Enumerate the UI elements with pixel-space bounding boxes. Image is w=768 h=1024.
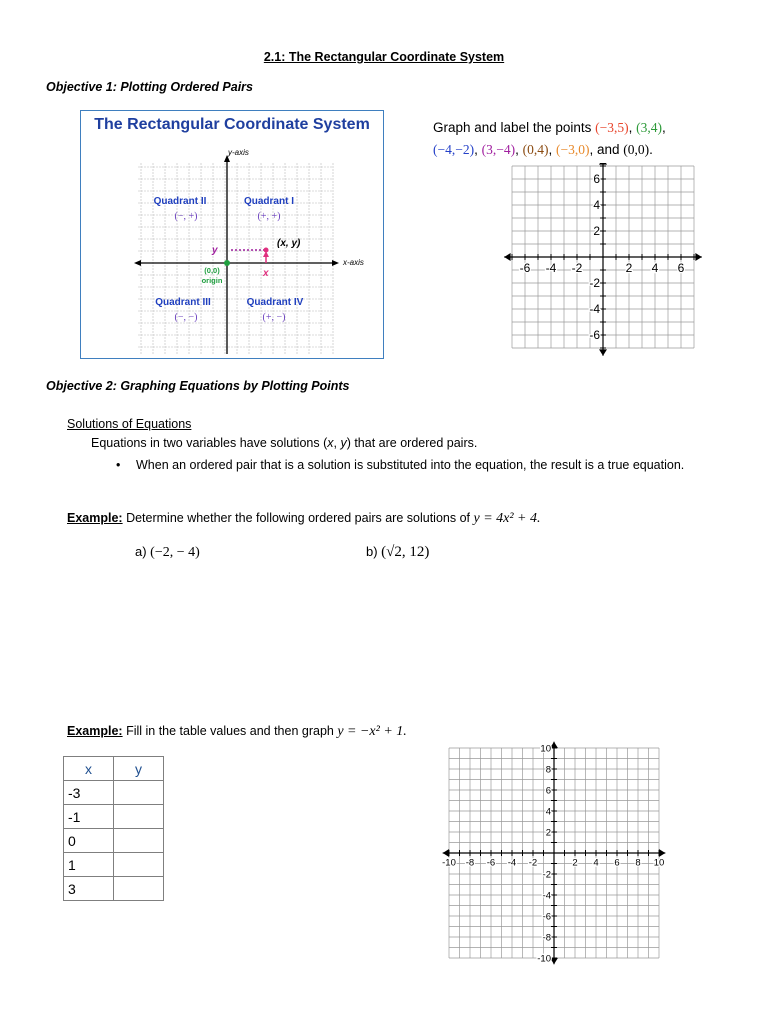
example-1-equation: y = 4x² + 4. bbox=[473, 511, 541, 526]
part-a-value: (−2, − 4) bbox=[150, 545, 200, 560]
x-cell: 3 bbox=[64, 877, 114, 901]
x-marker-label: x bbox=[263, 268, 269, 279]
page-title: 2.1: The Rectangular Coordinate System bbox=[263, 50, 505, 64]
y-tick-label: 6 bbox=[593, 172, 600, 187]
x-tick-label: 2 bbox=[572, 857, 578, 869]
reference-figure-title: The Rectangular Coordinate System bbox=[94, 116, 370, 133]
x-cell: 1 bbox=[64, 853, 114, 877]
solutions-desc-pre: Equations in two variables have solutions ( bbox=[91, 436, 328, 450]
example-1-text: Determine whether the following ordered pairs are solutions of bbox=[122, 511, 474, 525]
origin-word-label: origin bbox=[201, 276, 223, 285]
y-tick-label: -4 bbox=[542, 890, 551, 902]
y-cell[interactable] bbox=[114, 781, 164, 805]
quadrant-4-name: Quadrant IV bbox=[246, 297, 304, 308]
table-row bbox=[64, 781, 164, 805]
coordinate-grid-small bbox=[498, 163, 710, 361]
objective-1-heading: Objective 1: Plotting Ordered Pairs bbox=[46, 80, 254, 94]
y-tick-label: -2 bbox=[542, 869, 551, 881]
table-row bbox=[64, 853, 164, 877]
example-1-part-b bbox=[366, 544, 429, 561]
x-tick-label: 6 bbox=[677, 261, 685, 275]
example-1 bbox=[67, 511, 541, 527]
quadrant-1-name: Quadrant I bbox=[243, 196, 295, 207]
y-tick-label: -4 bbox=[589, 302, 600, 317]
reference-figure bbox=[80, 110, 384, 359]
point-6: (−3,0) bbox=[556, 142, 590, 157]
example-1-part-a bbox=[135, 544, 200, 561]
y-tick-label: 2 bbox=[593, 224, 600, 239]
x-tick-label: 2 bbox=[625, 261, 633, 275]
part-b-value: (√2, 12) bbox=[381, 544, 430, 560]
axis-arrow-icon bbox=[659, 849, 665, 857]
origin-dot-icon bbox=[224, 260, 230, 266]
point-label: (x, y) bbox=[277, 238, 301, 249]
part-b-label: b) bbox=[366, 544, 382, 559]
reference-grid bbox=[138, 163, 333, 354]
y-cell[interactable] bbox=[114, 853, 164, 877]
table-row bbox=[64, 805, 164, 829]
y-tick-label: 4 bbox=[593, 198, 600, 213]
x-tick-label: 10 bbox=[653, 857, 665, 869]
x-tick-label: 6 bbox=[614, 857, 620, 869]
x-tick-label: -6 bbox=[486, 857, 496, 869]
ref-x-arrow-left-icon bbox=[134, 260, 141, 266]
y-tick-label: -6 bbox=[589, 328, 600, 343]
column-header-y: y bbox=[114, 757, 164, 781]
y-tick-label: 2 bbox=[545, 827, 551, 839]
solutions-description bbox=[91, 436, 477, 450]
x-tick-label: -10 bbox=[442, 857, 456, 869]
solutions-desc-mid: , bbox=[333, 436, 341, 450]
x-tick-label: 4 bbox=[593, 857, 599, 869]
part-a-label: a) bbox=[135, 544, 151, 559]
x-tick-label: -4 bbox=[545, 261, 557, 275]
solutions-desc-y: y bbox=[340, 436, 347, 450]
solutions-desc-x: x bbox=[327, 436, 334, 450]
x-tick-label: -8 bbox=[465, 857, 475, 869]
point-2: (3,4) bbox=[636, 120, 662, 135]
axis-arrow-icon bbox=[504, 253, 510, 261]
axis-arrow-icon bbox=[443, 849, 449, 857]
y-cell[interactable] bbox=[114, 829, 164, 853]
bullet-icon: • bbox=[116, 458, 121, 472]
y-tick-label: 4 bbox=[545, 806, 551, 818]
ref-x-axis-label: x-axis bbox=[343, 258, 364, 267]
x-tick-label: 8 bbox=[635, 857, 641, 869]
y-tick-label: 10 bbox=[540, 743, 551, 755]
origin-coords-label: (0,0) bbox=[204, 266, 220, 275]
plot-instruction-joiner: and bbox=[597, 142, 620, 157]
axis-arrow-icon bbox=[550, 742, 558, 748]
quadrant-2-signs: (−, +) bbox=[174, 211, 198, 222]
y-tick-label: 6 bbox=[545, 785, 551, 797]
xy-value-table bbox=[63, 756, 164, 901]
axis-arrow-icon bbox=[550, 958, 558, 964]
y-tick-label: 8 bbox=[545, 764, 551, 776]
coordinate-grid-large bbox=[432, 727, 676, 967]
point-7: (0,0) bbox=[623, 142, 650, 157]
x-tick-label: -2 bbox=[528, 857, 538, 869]
quadrant-2-name: Quadrant II bbox=[153, 196, 207, 207]
example-2-text: Fill in the table values and then graph bbox=[122, 724, 338, 738]
x-tick-label: -6 bbox=[519, 261, 531, 275]
x-cell: 0 bbox=[64, 829, 114, 853]
point-4: (3,−4) bbox=[481, 142, 516, 157]
example-1-label: Example: bbox=[67, 511, 123, 525]
y-cell[interactable] bbox=[114, 805, 164, 829]
quadrant-1-signs: (+, +) bbox=[257, 211, 281, 222]
y-tick-label: -2 bbox=[589, 276, 600, 291]
axis-arrow-icon bbox=[599, 163, 607, 165]
plot-instruction-prefix: Graph and label the points bbox=[433, 120, 596, 135]
ref-x-arrow-icon bbox=[332, 260, 339, 266]
column-header-x: x bbox=[64, 757, 114, 781]
example-2 bbox=[67, 724, 407, 740]
bullet-text: When an ordered pair that is a solution is substituted into the equation, the result is a true equation. bbox=[136, 458, 685, 472]
point-dot-icon bbox=[264, 248, 269, 253]
y-marker-label: y bbox=[212, 245, 218, 256]
point-3: (−4,−2) bbox=[433, 142, 475, 157]
point-1: (−3,5) bbox=[595, 120, 629, 135]
table-row bbox=[64, 877, 164, 901]
y-tick-label: -10 bbox=[537, 953, 551, 965]
x-cell: -3 bbox=[64, 781, 114, 805]
point-5: (0,4) bbox=[522, 142, 549, 157]
table-row bbox=[64, 829, 164, 853]
quadrant-4-signs: (+, −) bbox=[262, 312, 286, 323]
solutions-heading: Solutions of Equations bbox=[67, 417, 192, 431]
solutions-desc-post: ) that are ordered pairs. bbox=[346, 436, 478, 450]
y-tick-label: -8 bbox=[542, 932, 551, 944]
axis-arrow-icon bbox=[599, 349, 607, 355]
example-2-label: Example: bbox=[67, 724, 123, 738]
axis-arrow-icon bbox=[695, 253, 701, 261]
reference-figure-graphic bbox=[81, 111, 383, 358]
x-tick-label: -4 bbox=[507, 857, 517, 869]
table-header-row bbox=[64, 757, 164, 781]
quadrant-3-signs: (−, −) bbox=[174, 312, 198, 323]
objective-2-heading: Objective 2: Graphing Equations by Plotting Points bbox=[46, 379, 350, 393]
x-tick-label: 4 bbox=[651, 261, 659, 275]
ref-y-axis-label: y-axis bbox=[228, 148, 249, 157]
x-tick-label: -2 bbox=[571, 261, 583, 275]
quadrant-3-name: Quadrant III bbox=[155, 297, 211, 308]
y-tick-label: -6 bbox=[542, 911, 551, 923]
y-cell[interactable] bbox=[114, 877, 164, 901]
example-2-equation: y = −x² + 1. bbox=[337, 724, 407, 739]
plot-instruction: Graph and label the points (−3,5), (3,4), (−4,−2), (3,−4), (0,4), (−3,0), and (0,0). bbox=[433, 120, 666, 157]
x-cell: -1 bbox=[64, 805, 114, 829]
